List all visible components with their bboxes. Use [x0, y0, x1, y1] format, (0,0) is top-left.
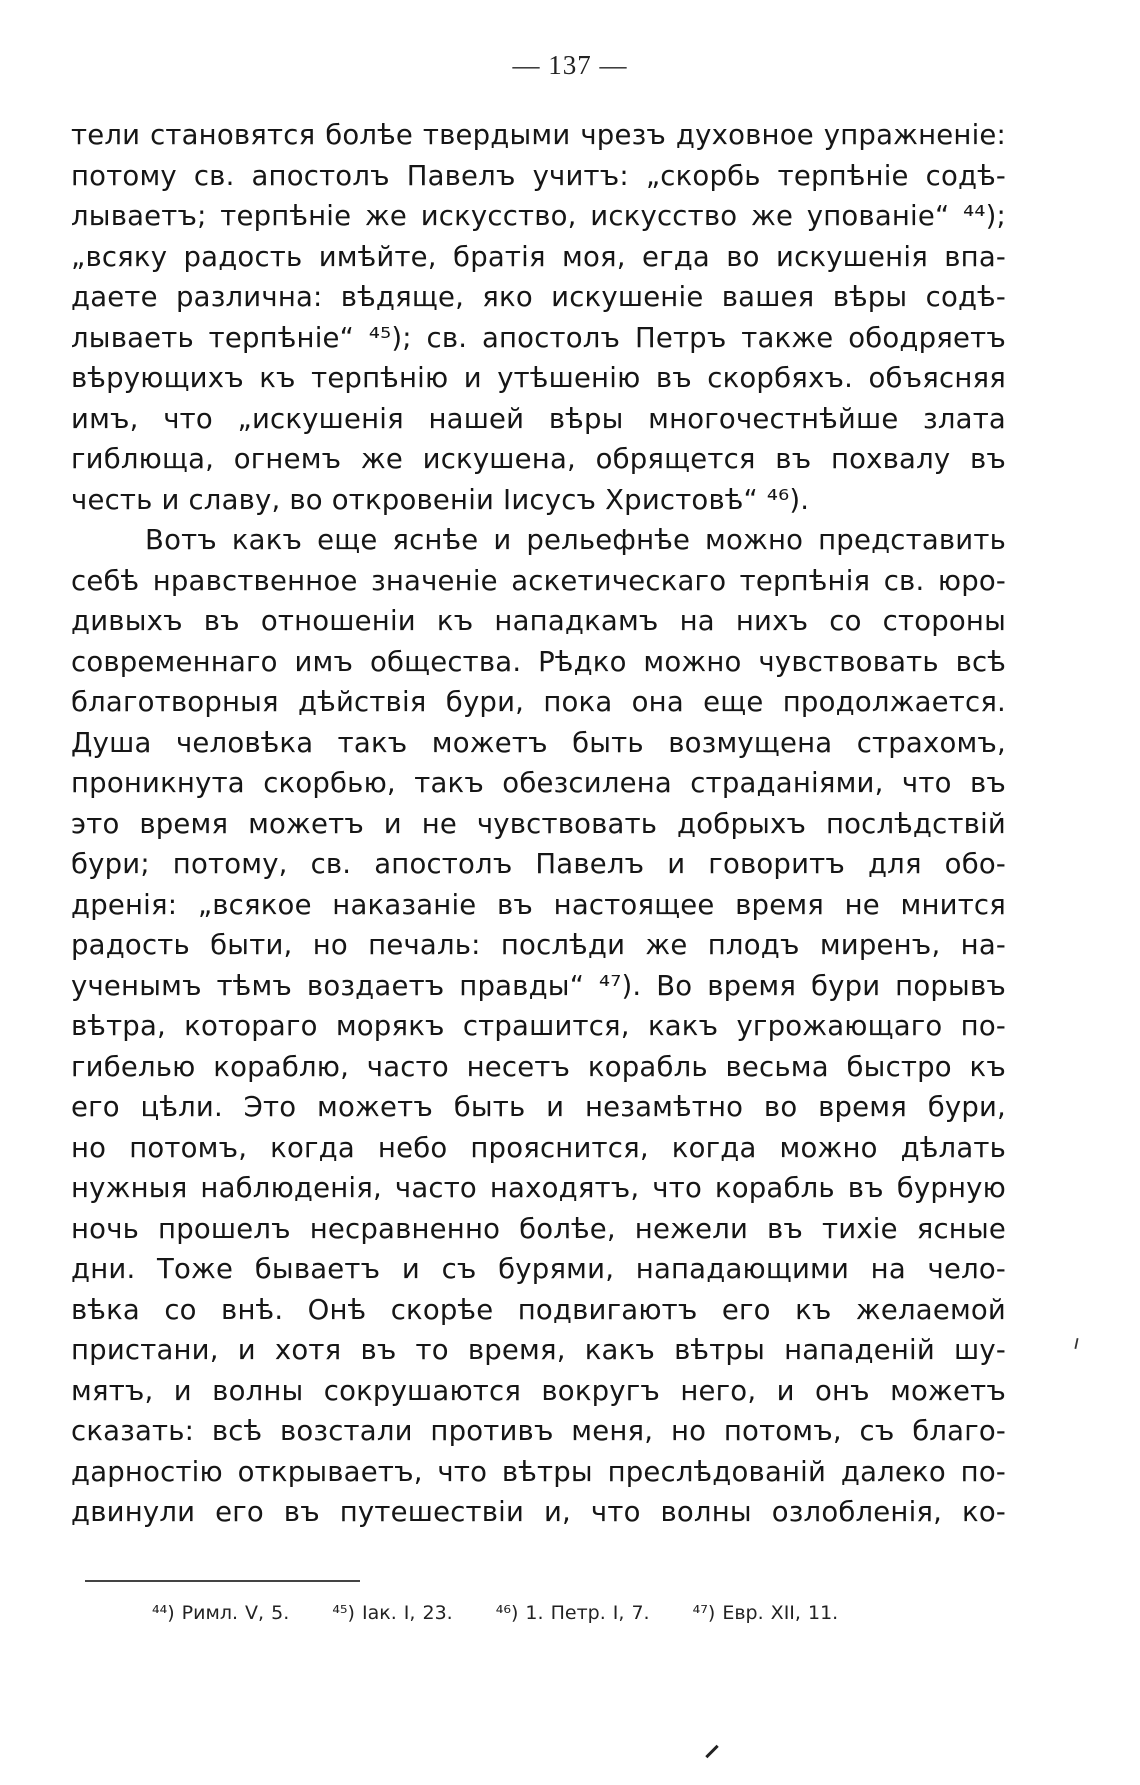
- footnote-47: ⁴⁷) Евр. XII, 11.: [692, 1602, 839, 1624]
- text-line-paragraph-end: честь и славу, во откровеніи Іисусъ Христовѣ“ ⁴⁶).: [71, 483, 810, 516]
- text-line: радость быти, но печаль: послѣди же плодъ миренъ, на-: [71, 929, 1006, 961]
- text-line: дарностію открываетъ, что вѣтры преслѣдованій далеко по-: [71, 1455, 1006, 1488]
- text-line: это время можетъ и не чувствовать добрыхъ послѣдствій: [71, 807, 1006, 840]
- text-line: „всяку радость имѣйте, братія моя, егда во искушенія впа-: [71, 240, 1006, 273]
- body-text: [71, 115, 1006, 1533]
- stray-ink-mark: [705, 1745, 718, 1758]
- text-line: имъ, что „искушенія нашей вѣры многочестнѣйше злата: [71, 402, 1006, 435]
- text-line: Душа человѣка такъ можетъ быть возмущена страхомъ,: [71, 726, 1006, 759]
- footnote-44: ⁴⁴) Римл. V, 5.: [152, 1602, 290, 1624]
- text-line: вѣка со внѣ. Онѣ скорѣе подвигаютъ его къ желаемой: [71, 1293, 1006, 1326]
- footnotes: [152, 1602, 874, 1624]
- text-line: двинули его въ путешествіи и, что волны озлобленія, ко-: [71, 1496, 1006, 1528]
- text-line: благотворныя дѣйствія бури, пока она еще продолжается.: [71, 686, 1006, 718]
- footnote-divider: [85, 1580, 360, 1582]
- text-line: мятъ, и волны сокрушаются вокругъ него, и онъ можетъ: [71, 1374, 1006, 1407]
- text-line: его цѣли. Это можетъ быть и незамѣтно во время бури,: [71, 1091, 1006, 1123]
- text-line: тели становятся болѣе твердыми чрезъ духовное упражненіе:: [71, 119, 1006, 151]
- text-line-paragraph-start: Вотъ какъ еще яснѣе и рельефнѣе можно представить: [145, 524, 1006, 556]
- text-line: нужныя наблюденія, часто находятъ, что корабль въ бурную: [71, 1172, 1006, 1204]
- text-line: ученымъ тѣмъ воздаетъ правды“ ⁴⁷). Во время бури порывъ: [71, 969, 1006, 1002]
- text-line: дивыхъ въ отношеніи къ нападкамъ на нихъ со стороны: [71, 605, 1006, 637]
- margin-pencil-mark: ı: [1071, 1329, 1082, 1355]
- text-line: ночь прошелъ несравненно болѣе, нежели въ тихіе ясные: [71, 1212, 1006, 1245]
- text-line: гиблюща, огнемъ же искушена, обрящется въ похвалу въ: [71, 443, 1006, 475]
- page-number: — 137 —: [512, 50, 628, 80]
- text-line: сказать: всѣ возстали противъ меня, но потомъ, съ благо-: [71, 1415, 1006, 1447]
- footnote-45: ⁴⁵) Іак. I, 23.: [332, 1602, 453, 1624]
- text-line: потому св. апостолъ Павелъ учитъ: „скорбь терпѣніе содѣ-: [71, 159, 1006, 192]
- footnote-46: ⁴⁶) 1. Петр. I, 7.: [495, 1602, 650, 1624]
- text-line: гибелью кораблю, часто несетъ корабль весьма быстро къ: [71, 1050, 1006, 1083]
- text-line: вѣрующихъ къ терпѣнію и утѣшенію въ скорбяхъ. объясняя: [71, 362, 1006, 394]
- text-line: даете различна: вѣдяще, яко искушеніе вашея вѣры содѣ-: [71, 281, 1006, 313]
- text-line: дни. Тоже бываетъ и съ бурями, нападающими на чело-: [71, 1253, 1006, 1285]
- text-line: вѣтра, котораго морякъ страшится, какъ угрожающаго по-: [71, 1010, 1006, 1042]
- text-line: проникнута скорбью, такъ обезсилена страданіями, что въ: [71, 767, 1006, 799]
- text-line: лываеть терпѣніе“ ⁴⁵); св. апостолъ Петръ также ободряетъ: [71, 321, 1006, 354]
- text-line: лываетъ; терпѣніе же искусство, искусство же упованіе“ ⁴⁴);: [71, 200, 1006, 232]
- text-line: себѣ нравственное значеніе аскетическаго терпѣнія св. юро-: [71, 564, 1006, 597]
- text-line: бури; потому, св. апостолъ Павелъ и говоритъ для обо-: [71, 848, 1006, 880]
- text-line: но потомъ, когда небо прояснится, когда можно дѣлать: [71, 1131, 1006, 1164]
- text-line: современнаго имъ общества. Рѣдко можно чувствовать всѣ: [71, 645, 1006, 678]
- text-line: дренія: „всякое наказаніе въ настоящее время не мнится: [71, 888, 1006, 921]
- text-line: пристани, и хотя въ то время, какъ вѣтры нападеній шу-: [71, 1334, 1006, 1366]
